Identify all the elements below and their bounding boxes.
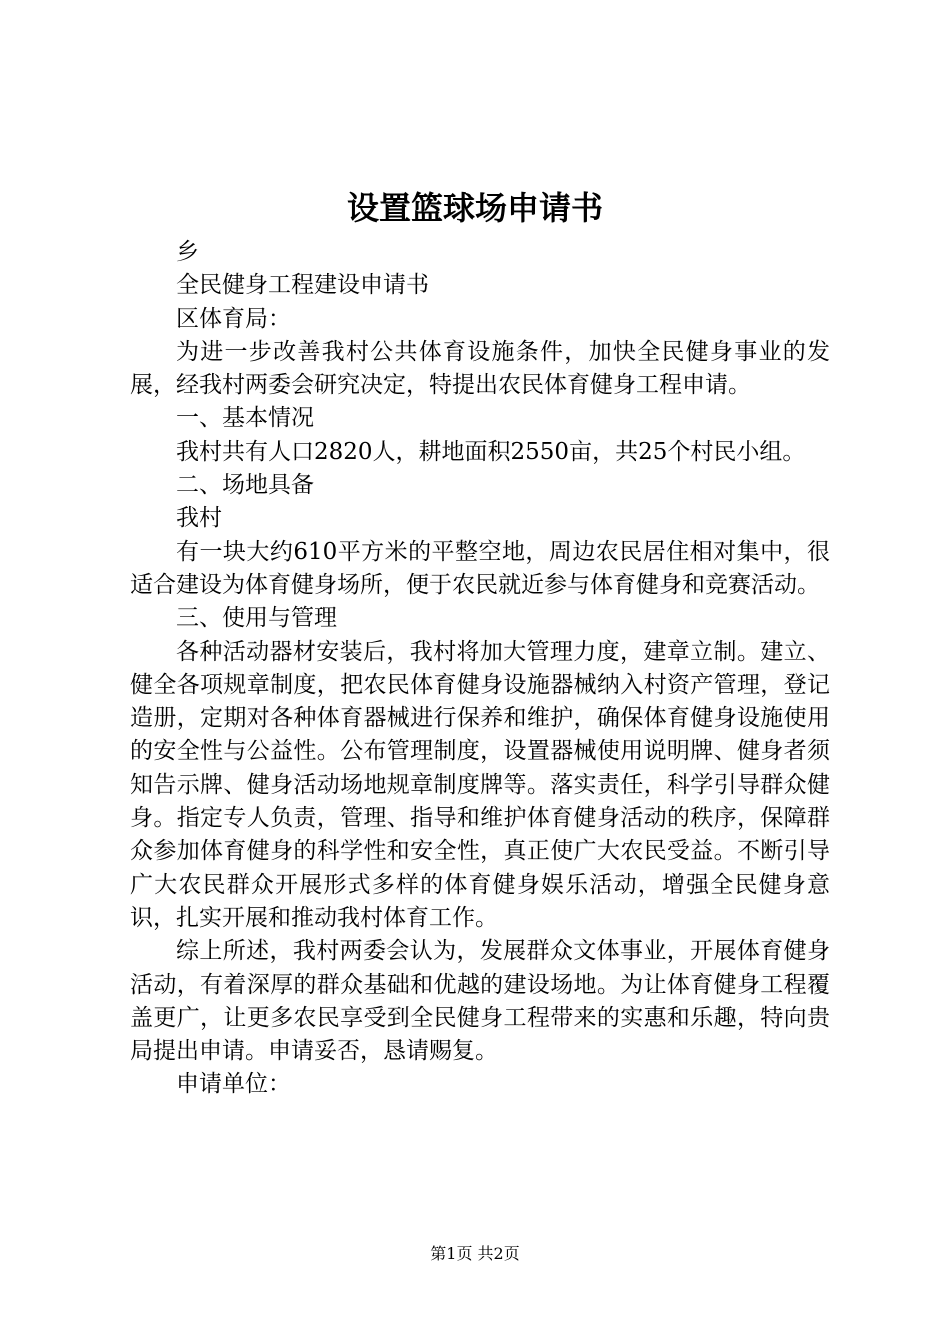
paragraph-applicant: 申请单位： (176, 1071, 291, 1098)
paragraph-intro: 为进一步改善我村公共体育设施条件，加快全民健身事业的发展，经我村两委会研究决定，特提出农民体育健身工程申请。 (130, 338, 830, 399)
paragraph-management: 各种活动器材安装后，我村将加大管理力度，建章立制。建立、健全各项规章制度，把农民体育健身设施器械纳入村资产管理，登记造册，定期对各种体育器械进行保养和维护，确保体育健身设施使用的安全性与公益性。公布管理制度，设置器械使用说明牌、健身者须知告示牌、健身活动场地规章制度牌等。落实责任，科学引导群众健身。指定专人负责，管理、指导和维护体育健身活动的秩序，保障群众参加体育健身的科学性和安全性，真正使广大农民受益。不断引导广大农民群众开展形式多样的体育健身娱乐活动，增强全民健身意识，扎实开展和推动我村体育工作。 (130, 638, 830, 931)
paragraph-site-lead: 我村 (176, 505, 222, 532)
paragraph-addressee: 区体育局： (176, 305, 291, 332)
document-body (130, 236, 830, 1102)
section-heading-basic-info: 一、基本情况 (176, 405, 314, 432)
document-title: 设置篮球场申请书 (346, 189, 603, 227)
paragraph-subtitle: 全民健身工程建设申请书 (176, 272, 429, 299)
page-footer: 第1页 共2页 (430, 1244, 520, 1263)
paragraph-site: 有一块大约610平方米的平整空地，周边农民居住相对集中，很适合建设为体育健身场所，便于农民就近参与体育健身和竞赛活动。 (130, 538, 830, 598)
paragraph-township: 乡 (176, 239, 199, 265)
section-heading-management: 三、使用与管理 (176, 605, 337, 632)
paragraph-conclusion: 综上所述，我村两委会认为，发展群众文体事业，开展体育健身活动，有着深厚的群众基础和优越的建设场地。为让体育健身工程覆盖更广，让更多农民享受到全民健身工程带来的实惠和乐趣，特向贵局提出申请。申请妥否，恳请赐复。 (130, 938, 830, 1065)
section-heading-site: 二、场地具备 (176, 472, 314, 499)
paragraph-basic-info: 我村共有人口2820人，耕地面积2550亩，共25个村民小组。 (176, 438, 806, 465)
